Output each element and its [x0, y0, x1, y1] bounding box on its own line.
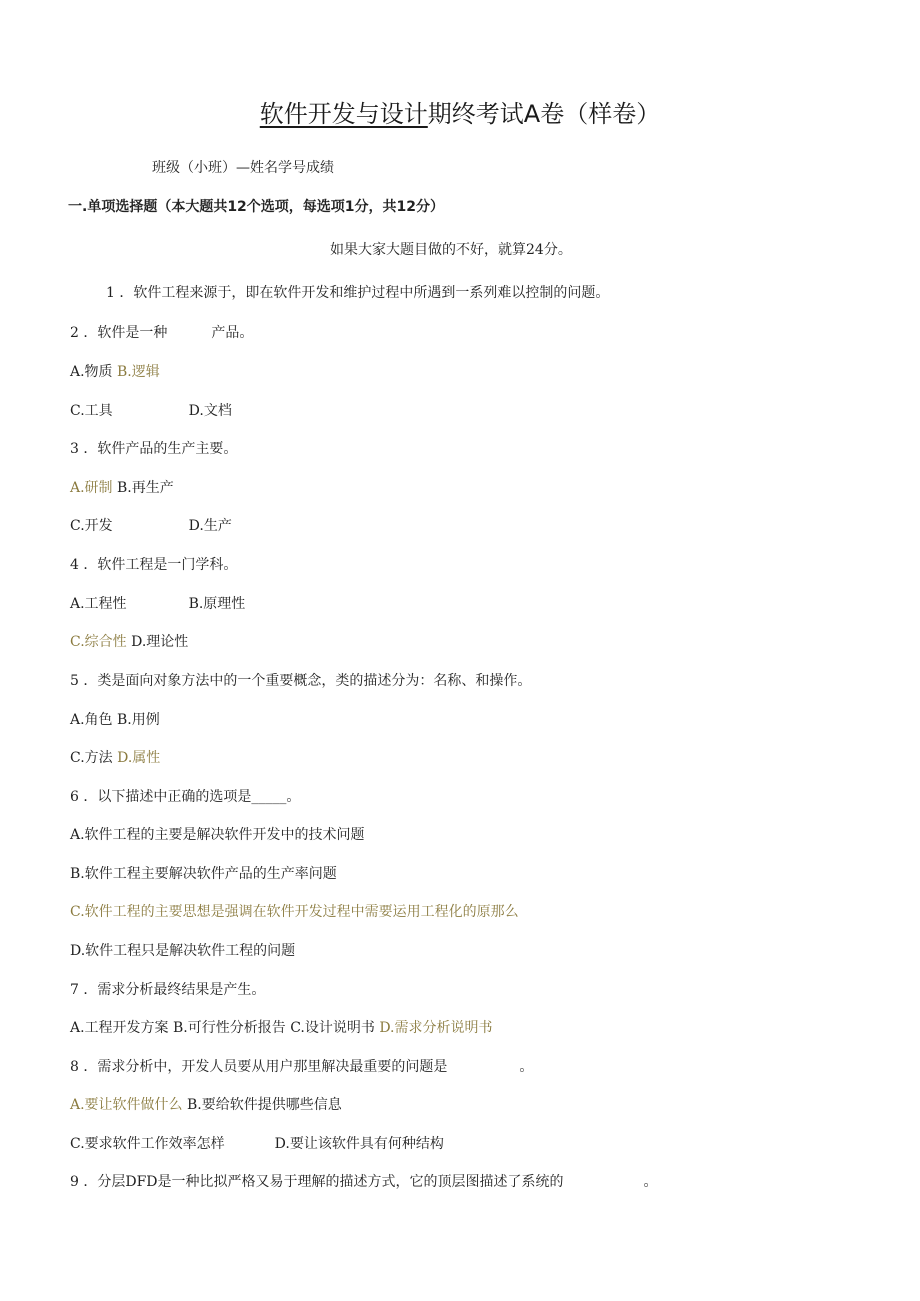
option-a: A.工程性	[70, 596, 127, 612]
options-row	[70, 1133, 444, 1153]
question-4: 4 ．软件工程是一门学科。	[70, 557, 238, 573]
section-heading: 一.单项选择题（本大题共12个选项，每选项1分，共12分）	[68, 199, 445, 215]
question-2	[70, 322, 253, 342]
question-7: 7 ．需求分析最终结果是产生。	[70, 982, 266, 998]
options-row	[70, 747, 160, 767]
options-row	[70, 1094, 342, 1114]
options-a-b-c: A.工程开发方案 B.可行性分析报告 C.设计说明书	[70, 1020, 375, 1036]
question-tail: 产品。	[211, 325, 254, 341]
question-tail: 。	[519, 1059, 534, 1075]
option-b-answer: B.逻辑	[117, 364, 160, 380]
question-stem: 9 ．分层DFD是一种比拟严格又易于理解的描述方式，它的顶层图描述了系统的	[70, 1174, 564, 1190]
option-c: C.开发	[70, 518, 113, 534]
option-b: B.原理性	[188, 596, 246, 612]
option-d-answer: D.属性	[117, 750, 161, 766]
option-c-answer: C.综合性	[70, 634, 127, 650]
question-stem: 2 ．软件是一种	[70, 325, 168, 341]
option-a-answer: A.研制	[70, 480, 113, 496]
option-b: B.软件工程主要解决软件产品的生产率问题	[70, 866, 337, 882]
exam-title	[0, 94, 920, 129]
option-b: B.要给软件提供哪些信息	[187, 1097, 342, 1113]
question-6: 6 ．以下描述中正确的选项是_____。	[70, 789, 301, 805]
option-a-answer: A.要让软件做什么	[70, 1097, 183, 1113]
options-row	[70, 515, 232, 535]
option-d: D.文档	[188, 403, 232, 419]
option-d: D.理论性	[131, 634, 189, 650]
option-c: C.工具	[70, 403, 113, 419]
options-row	[70, 477, 174, 497]
options-row	[70, 631, 188, 651]
option-d: D.软件工程只是解决软件工程的问题	[70, 943, 296, 959]
option-b: B.再生产	[117, 480, 174, 496]
question-3: 3 ．软件产品的生产主要。	[70, 441, 238, 457]
question-5: 5 ．类是面向对象方法中的一个重要概念，类的描述分为：名称、和操作。	[70, 673, 532, 689]
exam-title-rest: 期终考试A卷（样卷）	[427, 100, 661, 128]
question-8	[70, 1056, 533, 1076]
option-c-answer: C.软件工程的主要思想是强调在软件开发过程中需要运用工程化的原那么	[70, 904, 519, 920]
question-tail: 。	[643, 1174, 658, 1190]
option-a: A.角色	[70, 712, 113, 728]
option-d: D.生产	[188, 518, 232, 534]
option-a: A.物质	[70, 364, 113, 380]
options-row	[70, 709, 160, 729]
option-c: C.方法	[70, 750, 113, 766]
options-row	[70, 1017, 493, 1037]
score-note: 如果大家大题目做的不好，就算24分。	[330, 242, 572, 258]
question-9	[70, 1171, 658, 1191]
option-d-answer: D.需求分析说明书	[379, 1020, 493, 1036]
option-c: C.要求软件工作效率怎样	[70, 1136, 225, 1152]
option-b: B.用例	[117, 712, 160, 728]
student-info-line: 班级（小班）—姓名学号成绩	[152, 160, 334, 176]
option-a: A.软件工程的主要是解决软件开发中的技术问题	[70, 827, 365, 843]
options-row	[70, 593, 245, 613]
question-1: 1 ．软件工程来源于，即在软件开发和维护过程中所遇到一系列难以控制的问题。	[106, 285, 610, 301]
option-d: D.要让该软件具有何种结构	[274, 1136, 444, 1152]
options-row	[70, 400, 232, 420]
options-row	[70, 361, 160, 381]
question-stem: 8 ．需求分析中，开发人员要从用户那里解决最重要的问题是	[70, 1059, 448, 1075]
exam-title-underlined: 软件开发与设计	[259, 100, 428, 128]
